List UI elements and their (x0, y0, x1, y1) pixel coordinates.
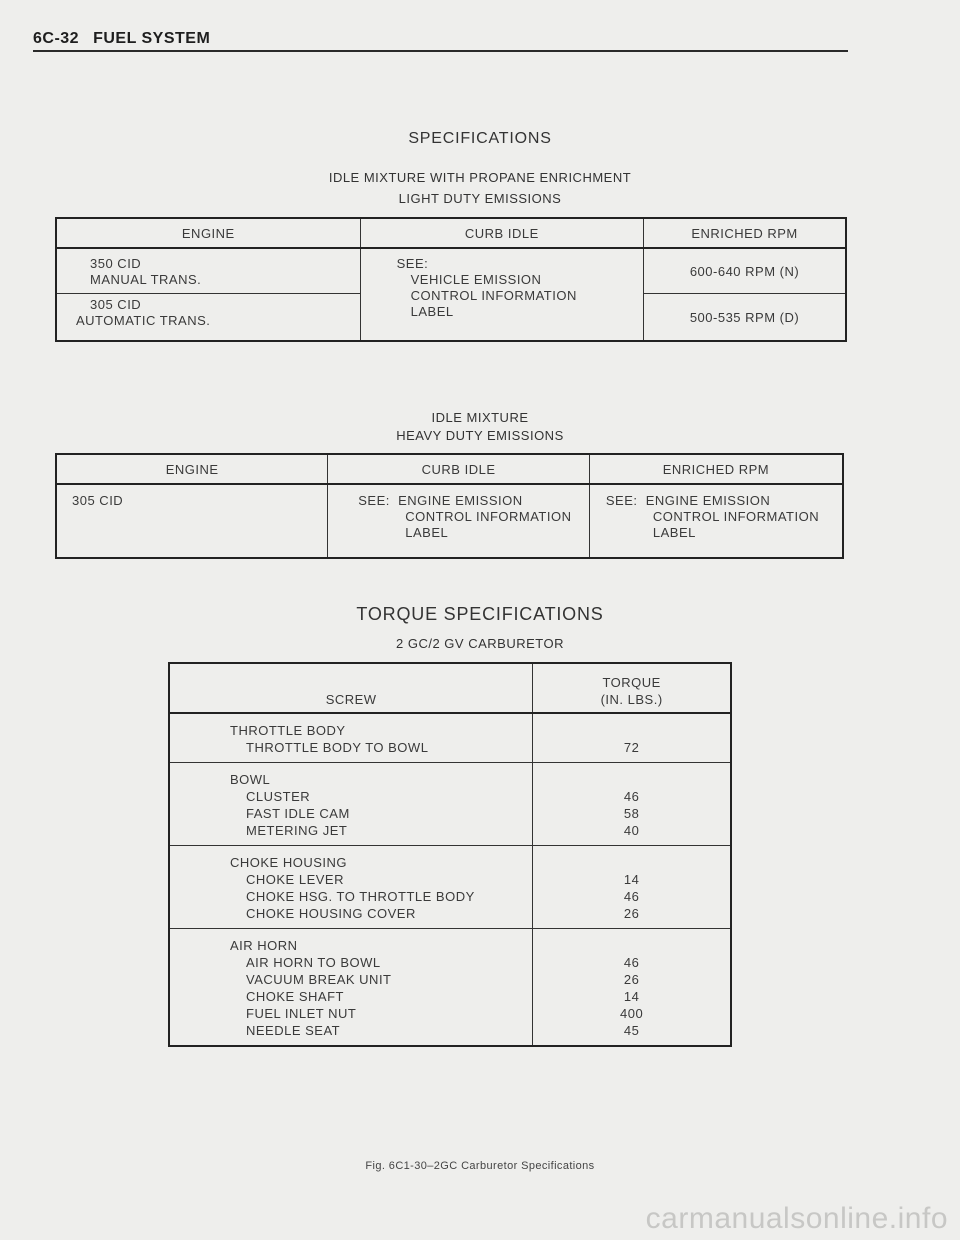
screw-cell (169, 846, 533, 929)
table-row (56, 248, 846, 294)
screw-cell (169, 929, 533, 1047)
table2-subtitle: HEAVY DUTY EMISSIONS (396, 428, 564, 443)
curb-see: SEE: (396, 256, 429, 271)
column-header: SCREW (169, 663, 533, 713)
torque-value: 26 (623, 906, 640, 921)
torque-value: 58 (623, 806, 640, 821)
torque-specifications-table (168, 662, 732, 1047)
figure-caption: Fig. 6C1-30–2GC Carburetor Specifications (365, 1160, 595, 1172)
curb-idle-cell (360, 248, 643, 341)
enriched-rpm-cell (589, 484, 843, 558)
engine-trans: MANUAL TRANS. (90, 272, 202, 287)
torque-value: 45 (623, 1023, 640, 1038)
screw-item: AIR HORN TO BOWL (246, 955, 381, 970)
page-header (33, 30, 210, 48)
rpm-line: CONTROL INFORMATION (652, 509, 820, 524)
screw-item: VACUUM BREAK UNIT (246, 972, 392, 987)
column-header (533, 663, 731, 713)
curb-line: LABEL (405, 525, 449, 540)
curb-line: CONTROL INFORMATION (410, 288, 577, 303)
curb-line: VEHICLE EMISSION (410, 272, 542, 287)
table-row (56, 484, 843, 558)
enriched-rpm-cell: 600-640 RPM (N) (644, 248, 846, 294)
torque-value: 46 (623, 889, 640, 904)
screw-item: CHOKE SHAFT (246, 989, 344, 1004)
table-row (169, 763, 731, 846)
curb-idle-cell (328, 484, 590, 558)
column-header: ENRICHED RPM (589, 454, 843, 484)
enriched-rpm-cell: 500-535 RPM (D) (644, 294, 846, 342)
screw-item: CHOKE HSG. TO THROTTLE BODY (246, 889, 475, 904)
torque-subtitle: 2 GC/2 GV CARBURETOR (396, 636, 564, 651)
table-header-row (56, 218, 846, 248)
column-header: CURB IDLE (328, 454, 590, 484)
torque-value: 400 (620, 1006, 644, 1021)
table-row (169, 846, 731, 929)
rpm-line: LABEL (652, 525, 696, 540)
watermark: carmanualsonline.info (645, 1202, 948, 1235)
column-header: CURB IDLE (360, 218, 643, 248)
engine-cell (56, 294, 360, 342)
column-header: ENGINE (56, 454, 328, 484)
table1-title: IDLE MIXTURE WITH PROPANE ENRICHMENT (328, 170, 632, 185)
screw-item: FUEL INLET NUT (246, 1006, 357, 1021)
idle-mixture-light-duty-table (55, 217, 847, 342)
table1-subtitle: LIGHT DUTY EMISSIONS (398, 191, 562, 206)
engine-cell (56, 248, 360, 294)
torque-value: 46 (623, 789, 640, 804)
torque-value: 40 (623, 823, 640, 838)
curb-line: CONTROL INFORMATION (405, 509, 572, 524)
screw-cell (169, 763, 533, 846)
torque-cell (533, 929, 731, 1047)
torque-cell (533, 763, 731, 846)
engine-size: 350 CID (90, 256, 142, 271)
screw-item: NEEDLE SEAT (246, 1023, 341, 1038)
table-header-row (56, 454, 843, 484)
torque-value: 26 (623, 972, 640, 987)
torque-header-line: TORQUE (602, 675, 661, 690)
torque-value: 72 (623, 740, 640, 755)
torque-value: 14 (623, 989, 640, 1004)
screw-item: CHOKE HOUSING COVER (246, 906, 416, 921)
screw-item: THROTTLE BODY TO BOWL (246, 740, 429, 755)
idle-mixture-heavy-duty-table (55, 453, 844, 559)
header-rule (33, 50, 848, 52)
group-name: THROTTLE BODY (230, 723, 346, 738)
torque-value: 14 (623, 872, 640, 887)
table-row (169, 713, 731, 763)
engine-size: 305 CID (90, 297, 142, 312)
torque-cell (533, 846, 731, 929)
screw-cell (169, 713, 533, 763)
torque-title: TORQUE SPECIFICATIONS (356, 604, 604, 624)
engine-trans: AUTOMATIC TRANS. (76, 313, 211, 328)
screw-item: CLUSTER (246, 789, 311, 804)
screw-item: FAST IDLE CAM (246, 806, 350, 821)
column-header: ENRICHED RPM (644, 218, 846, 248)
torque-header-unit: (IN. LBS.) (600, 692, 663, 707)
page-number: 6C-32 (33, 30, 80, 47)
torque-cell (533, 713, 731, 763)
group-name: BOWL (230, 772, 271, 787)
engine-cell: 305 CID (56, 484, 328, 558)
column-header: ENGINE (56, 218, 360, 248)
table-header-row (169, 663, 731, 713)
screw-item: CHOKE LEVER (246, 872, 344, 887)
specifications-title: SPECIFICATIONS (408, 130, 552, 147)
table-row (169, 929, 731, 1047)
section-title: FUEL SYSTEM (93, 30, 211, 47)
curb-line: LABEL (410, 304, 454, 319)
screw-item: METERING JET (246, 823, 348, 838)
group-name: CHOKE HOUSING (230, 855, 348, 870)
table2-title: IDLE MIXTURE (431, 410, 529, 425)
curb-line: SEE: ENGINE EMISSION (358, 493, 523, 508)
rpm-line: SEE: ENGINE EMISSION (605, 493, 771, 508)
group-name: AIR HORN (230, 938, 298, 953)
torque-value: 46 (623, 955, 640, 970)
